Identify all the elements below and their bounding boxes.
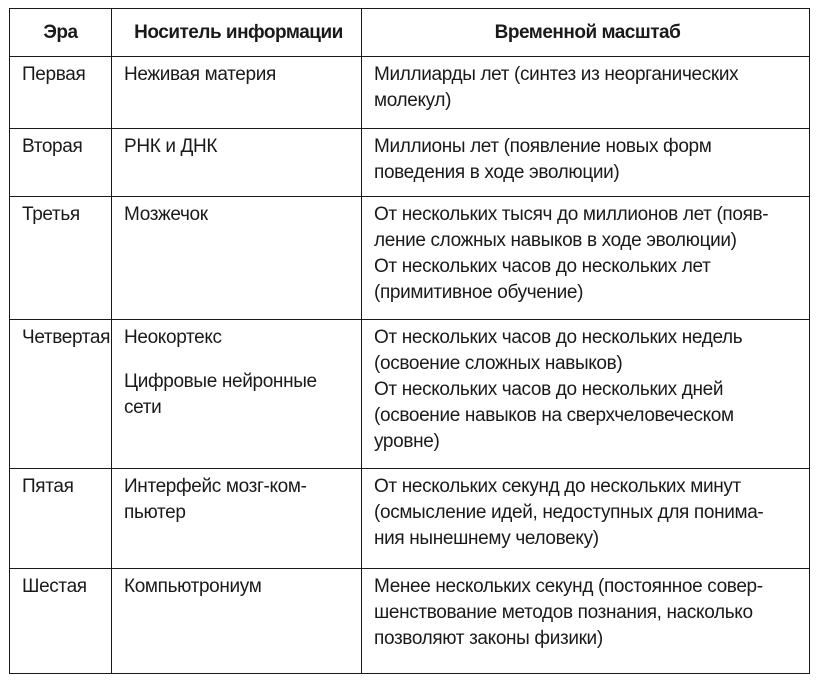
era-cell: Четвертая [10, 320, 112, 469]
table-row [10, 129, 810, 197]
timescale-line: (примитивное обучение) [374, 282, 584, 303]
era-cell: Первая [10, 57, 112, 129]
timescale-line: позволяют законы физики) [374, 628, 603, 649]
era-cell: Третья [10, 197, 112, 320]
timescale-line: (освоение сложных навыков) [374, 353, 623, 374]
timescale-cell [362, 129, 810, 197]
timescale-line: шенствование методов познания, насколько [374, 602, 753, 623]
table-row [10, 197, 810, 320]
carrier-cell [112, 469, 362, 569]
era-cell: Шестая [10, 569, 112, 674]
carrier-line: Мозжечок [124, 204, 208, 225]
timescale-line: Миллионы лет (появление новых форм [374, 136, 712, 157]
timescale-line: От нескольких часов до нескольких недель [374, 327, 743, 348]
carrier-line: Неживая материя [124, 64, 276, 85]
timescale-line: Миллиарды лет (синтез из неорганических [374, 64, 739, 85]
carrier-line: сети [124, 397, 162, 418]
carrier-cell [112, 569, 362, 674]
header-row [10, 9, 810, 57]
table-row [10, 320, 810, 469]
era-cell: Пятая [10, 469, 112, 569]
carrier-line: пьютер [124, 502, 186, 523]
carrier-line: РНК и ДНК [124, 136, 218, 157]
eras-table [9, 8, 810, 674]
timescale-cell [362, 197, 810, 320]
timescale-line: ление сложных навыков в ходе эволюции) [374, 230, 737, 251]
timescale-cell [362, 469, 810, 569]
carrier-cell [112, 129, 362, 197]
line-spacer [124, 351, 353, 369]
era-cell: Вторая [10, 129, 112, 197]
timescale-cell [362, 569, 810, 674]
carrier-line: Интерфейс мозг-ком- [124, 476, 307, 497]
timescale-line: поведения в ходе эволюции) [374, 162, 620, 183]
table-header [10, 9, 810, 57]
timescale-line: молекул) [374, 90, 452, 111]
timescale-line: От нескольких часов до нескольких лет [374, 256, 711, 277]
table-row [10, 57, 810, 129]
timescale-line: От нескольких секунд до нескольких минут [374, 476, 741, 497]
timescale-cell [362, 320, 810, 469]
header-timescale: Временной масштаб [362, 9, 810, 57]
table-body [10, 57, 810, 674]
table-row [10, 469, 810, 569]
timescale-line: ния нынешнему человеку) [374, 528, 599, 549]
carrier-line: Неокортекс [124, 327, 222, 348]
header-era: Эра [10, 9, 112, 57]
timescale-cell [362, 57, 810, 129]
timescale-line: уровне) [374, 431, 440, 452]
carrier-cell [112, 57, 362, 129]
timescale-line: (осмысление идей, недоступных для понима- [374, 502, 764, 523]
timescale-line: (освоение навыков на сверхчеловеческом [374, 405, 734, 426]
carrier-line: Цифровые нейронные [124, 371, 317, 392]
timescale-line: Менее нескольких секунд (постоянное совер- [374, 576, 763, 597]
header-carrier: Носитель информации [112, 9, 362, 57]
carrier-cell [112, 320, 362, 469]
timescale-line: От нескольких тысяч до миллионов лет (появ- [374, 204, 769, 225]
table-row [10, 569, 810, 674]
carrier-line: Компьютрониум [124, 576, 262, 597]
carrier-cell [112, 197, 362, 320]
timescale-line: От нескольких часов до нескольких дней [374, 379, 724, 400]
